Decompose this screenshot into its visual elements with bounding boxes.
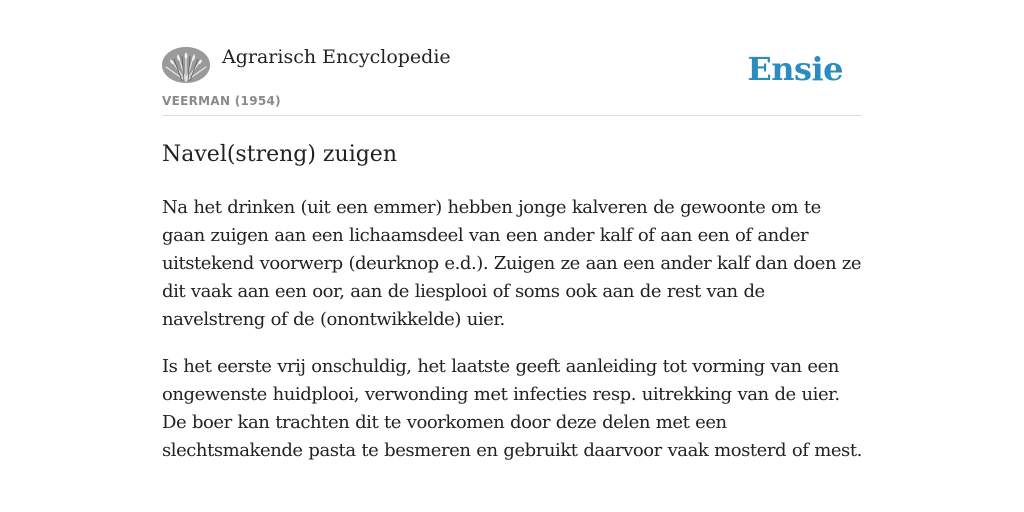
- article-title: Navel(streng) zuigen: [162, 142, 397, 167]
- source-header: [162, 44, 862, 116]
- wheat-ears-icon[interactable]: [162, 47, 210, 83]
- article-paragraph-1: Na het drinken (uit een emmer) hebben jonge kalveren de gewoonte om te gaan zuigen aan een lichaamsdeel van een ander kalf of aan een of ander uitstekend voorwerp (deurknop e.d.). Zuigen ze aan een ander kalf dan doen ze dit vaak aan een oor, aan de liesplooi of soms ook aan de rest van de navelstreng of de (onontwikkelde) uier.: [162, 197, 862, 330]
- brand-logo-link[interactable]: Ensie: [747, 50, 843, 88]
- article-paragraph-2: Is het eerste vrij onschuldig, het laatste geeft aanleiding tot vorming van een ongewenste huidplooi, verwonding met infecties resp. uitrekking van de uier. De boer kan trachten dit te voorkomen door deze delen met een slechtsmakende pasta te besmeren en gebruikt daarvoor vaak mosterd of mest.: [162, 356, 862, 461]
- source-subtitle: VEERMAN (1954): [162, 94, 281, 108]
- source-title[interactable]: Agrarisch Encyclopedie: [222, 46, 451, 68]
- article-container: [162, 44, 862, 465]
